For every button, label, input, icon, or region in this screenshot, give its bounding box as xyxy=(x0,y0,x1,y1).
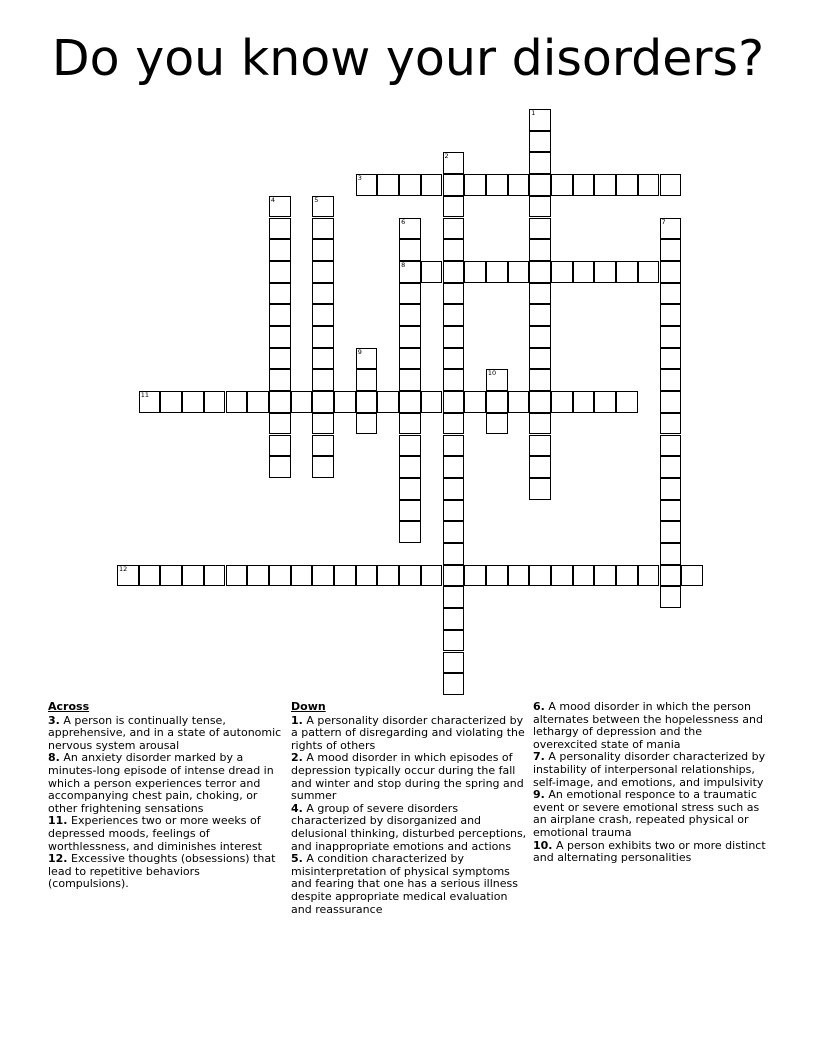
clue-item-number: 6. xyxy=(533,700,545,713)
grid-cell[interactable] xyxy=(551,565,573,587)
grid-cell[interactable] xyxy=(443,456,465,478)
grid-cell[interactable] xyxy=(594,565,616,587)
down-heading: Down xyxy=(291,700,326,713)
clue-item-text: A group of severe disorders characterized by disorganized and delusional thinking, disturbed perceptions, and inappropriate emotions and actions xyxy=(291,801,527,853)
clue-item-text: An emotional responce to a traumatic event or severe emotional stress such as an airplane crash, repeated physical or emotional trauma xyxy=(533,788,760,839)
grid-cell[interactable] xyxy=(529,391,551,413)
clue-item xyxy=(291,752,527,802)
grid-cell[interactable] xyxy=(529,196,551,218)
grid-cell[interactable] xyxy=(377,565,399,587)
grid-cell[interactable] xyxy=(464,391,486,413)
grid-cell[interactable] xyxy=(551,391,573,413)
clue-item xyxy=(48,815,284,853)
grid-cell[interactable] xyxy=(616,261,638,283)
grid-cell[interactable] xyxy=(399,239,421,261)
grid-cell[interactable] xyxy=(443,239,465,261)
clue-number: 8 xyxy=(401,260,406,269)
grid-cell[interactable] xyxy=(443,369,465,391)
grid-cell[interactable] xyxy=(443,586,465,608)
grid-cell[interactable] xyxy=(399,174,421,196)
grid-cell[interactable] xyxy=(486,413,508,435)
clue-item-text: A mood disorder in which the person alternates between the hopelessness and lethargy of depression and the overexcited state of mania xyxy=(533,700,763,751)
clue-number: 2 xyxy=(444,152,449,161)
grid-cell[interactable] xyxy=(421,174,443,196)
clue-item xyxy=(533,701,769,751)
clue-item xyxy=(48,715,284,753)
grid-cell[interactable] xyxy=(182,391,204,413)
across-clue-list xyxy=(48,715,284,891)
grid-cell[interactable] xyxy=(269,413,291,435)
grid-cell[interactable] xyxy=(312,565,334,587)
grid-cell[interactable] xyxy=(399,369,421,391)
grid-cell[interactable] xyxy=(312,326,334,348)
grid-cell[interactable] xyxy=(638,174,660,196)
clue-item-text: A person is continually tense, apprehensive, and in a state of autonomic nervous system arousal xyxy=(48,713,282,752)
grid-cell[interactable] xyxy=(529,239,551,261)
grid-cell[interactable] xyxy=(269,304,291,326)
clue-number: 9 xyxy=(357,347,362,356)
across-heading: Across xyxy=(48,700,90,713)
grid-cell[interactable] xyxy=(247,391,269,413)
grid-cell[interactable] xyxy=(443,326,465,348)
grid-cell[interactable] xyxy=(660,239,682,261)
grid-cell[interactable] xyxy=(529,218,551,240)
grid-cell[interactable] xyxy=(529,435,551,457)
grid-cell[interactable] xyxy=(377,174,399,196)
grid-cell[interactable] xyxy=(443,521,465,543)
grid-cell[interactable] xyxy=(660,218,682,240)
clue-item-number: 9. xyxy=(533,788,545,802)
grid-cell[interactable] xyxy=(356,174,378,196)
grid-cell[interactable] xyxy=(594,391,616,413)
grid-cell[interactable] xyxy=(312,196,334,218)
clue-number: 3 xyxy=(357,174,362,183)
clue-item-number: 10. xyxy=(533,838,553,852)
grid-cell[interactable] xyxy=(660,586,682,608)
clue-item xyxy=(291,853,527,916)
grid-cell[interactable] xyxy=(573,261,595,283)
grid-cell[interactable] xyxy=(660,413,682,435)
grid-cell[interactable] xyxy=(139,565,161,587)
grid-cell[interactable] xyxy=(399,435,421,457)
grid-cell[interactable] xyxy=(443,413,465,435)
grid-cell[interactable] xyxy=(529,283,551,305)
clue-item-number: 11. xyxy=(48,814,68,828)
clue-number: 7 xyxy=(661,217,666,226)
grid-cell[interactable] xyxy=(551,261,573,283)
grid-cell[interactable] xyxy=(594,174,616,196)
grid-cell[interactable] xyxy=(226,565,248,587)
grid-cell[interactable] xyxy=(399,500,421,522)
grid-cell[interactable] xyxy=(464,261,486,283)
grid-cell[interactable] xyxy=(312,369,334,391)
grid-cell[interactable] xyxy=(443,565,465,587)
grid-cell[interactable] xyxy=(356,348,378,370)
grid-cell[interactable] xyxy=(443,174,465,196)
grid-cell[interactable] xyxy=(529,152,551,174)
clue-item xyxy=(533,840,769,865)
clue-item xyxy=(48,853,284,891)
grid-cell[interactable] xyxy=(660,478,682,500)
down-clues-continued xyxy=(533,701,769,865)
grid-cell[interactable] xyxy=(529,174,551,196)
clue-item-number: 1. xyxy=(291,713,303,727)
grid-cell[interactable] xyxy=(638,261,660,283)
clue-item-number: 8. xyxy=(48,751,60,765)
grid-cell[interactable] xyxy=(443,478,465,500)
grid-cell[interactable] xyxy=(660,304,682,326)
grid-cell[interactable] xyxy=(660,500,682,522)
grid-cell[interactable] xyxy=(421,261,443,283)
grid-cell[interactable] xyxy=(573,174,595,196)
grid-cell[interactable] xyxy=(573,565,595,587)
down-clue-list-continued xyxy=(533,701,769,865)
grid-cell[interactable] xyxy=(269,239,291,261)
grid-cell[interactable] xyxy=(529,326,551,348)
grid-cell[interactable] xyxy=(443,196,465,218)
grid-cell[interactable] xyxy=(660,326,682,348)
grid-cell[interactable] xyxy=(508,261,530,283)
grid-cell[interactable] xyxy=(421,391,443,413)
grid-cell[interactable] xyxy=(247,565,269,587)
grid-cell[interactable] xyxy=(443,283,465,305)
clue-item-text: Experiences two or more weeks of depressed moods, feelings of worthlessness, and diminishes interest xyxy=(48,814,262,853)
grid-cell[interactable] xyxy=(291,391,313,413)
grid-cell[interactable] xyxy=(529,413,551,435)
grid-cell[interactable] xyxy=(529,109,551,131)
grid-cell[interactable] xyxy=(312,239,334,261)
clue-item-number: 5. xyxy=(291,852,303,866)
grid-cell[interactable] xyxy=(269,369,291,391)
grid-cell[interactable] xyxy=(312,435,334,457)
grid-cell[interactable] xyxy=(356,413,378,435)
grid-cell[interactable] xyxy=(399,218,421,240)
grid-cell[interactable] xyxy=(334,565,356,587)
grid-cell[interactable] xyxy=(529,456,551,478)
grid-cell[interactable] xyxy=(443,218,465,240)
clue-item xyxy=(48,752,284,815)
grid-cell[interactable] xyxy=(551,174,573,196)
grid-cell[interactable] xyxy=(594,261,616,283)
grid-cell[interactable] xyxy=(269,565,291,587)
grid-cell[interactable] xyxy=(616,391,638,413)
grid-cell[interactable] xyxy=(443,630,465,652)
grid-cell[interactable] xyxy=(486,391,508,413)
grid-cell[interactable] xyxy=(204,391,226,413)
grid-cell[interactable] xyxy=(312,391,334,413)
grid-cell[interactable] xyxy=(312,261,334,283)
clue-item-number: 3. xyxy=(48,713,60,727)
grid-cell[interactable] xyxy=(356,565,378,587)
down-clue-list xyxy=(291,715,527,917)
clue-number: 5 xyxy=(314,195,319,204)
clue-item-text: A mood disorder in which episodes of depression typically occur during the fall and winter and stop during the spring and summer xyxy=(291,751,524,803)
grid-cell[interactable] xyxy=(269,326,291,348)
clue-item-number: 12. xyxy=(48,852,68,866)
grid-cell[interactable] xyxy=(443,261,465,283)
grid-cell[interactable] xyxy=(660,456,682,478)
grid-cell[interactable] xyxy=(160,565,182,587)
grid-cell[interactable] xyxy=(443,673,465,695)
grid-cell[interactable] xyxy=(399,348,421,370)
grid-cell[interactable] xyxy=(399,304,421,326)
grid-cell[interactable] xyxy=(529,131,551,153)
grid-cell[interactable] xyxy=(356,391,378,413)
clue-item-text: A personality disorder characterized by a pattern of disregarding and violating the rights of others xyxy=(291,713,525,752)
grid-cell[interactable] xyxy=(660,348,682,370)
grid-cell[interactable] xyxy=(443,152,465,174)
grid-cell[interactable] xyxy=(291,565,313,587)
grid-cell[interactable] xyxy=(312,304,334,326)
grid-cell[interactable] xyxy=(529,348,551,370)
across-clues xyxy=(48,701,284,891)
clue-item-number: 2. xyxy=(291,751,303,765)
clue-item-text: Excessive thoughts (obsessions) that lead to repetitive behaviors (compulsions). xyxy=(48,852,276,891)
grid-cell[interactable] xyxy=(660,521,682,543)
grid-cell[interactable] xyxy=(660,369,682,391)
grid-cell[interactable] xyxy=(529,261,551,283)
clue-number: 11 xyxy=(140,391,149,400)
down-clues xyxy=(291,701,527,916)
grid-cell[interactable] xyxy=(269,218,291,240)
grid-cell[interactable] xyxy=(638,565,660,587)
grid-cell[interactable] xyxy=(681,565,703,587)
grid-cell[interactable] xyxy=(529,478,551,500)
grid-cell[interactable] xyxy=(660,435,682,457)
grid-cell[interactable] xyxy=(269,456,291,478)
grid-cell[interactable] xyxy=(377,391,399,413)
grid-cell[interactable] xyxy=(421,565,443,587)
grid-cell[interactable] xyxy=(312,413,334,435)
grid-cell[interactable] xyxy=(529,369,551,391)
grid-cell[interactable] xyxy=(443,608,465,630)
clue-item xyxy=(291,715,527,753)
grid-cell[interactable] xyxy=(464,565,486,587)
puzzle-title: Do you know your disorders? xyxy=(51,30,765,87)
grid-cell[interactable] xyxy=(399,478,421,500)
grid-cell[interactable] xyxy=(486,261,508,283)
grid-cell[interactable] xyxy=(399,413,421,435)
grid-cell[interactable] xyxy=(117,565,139,587)
grid-cell[interactable] xyxy=(312,348,334,370)
grid-cell[interactable] xyxy=(508,391,530,413)
clue-item-number: 4. xyxy=(291,801,303,815)
grid-cell[interactable] xyxy=(399,261,421,283)
grid-cell[interactable] xyxy=(399,521,421,543)
grid-cell[interactable] xyxy=(443,435,465,457)
grid-cell[interactable] xyxy=(660,565,682,587)
grid-cell[interactable] xyxy=(312,218,334,240)
grid-cell[interactable] xyxy=(529,304,551,326)
grid-cell[interactable] xyxy=(486,369,508,391)
grid-cell[interactable] xyxy=(269,391,291,413)
clue-number: 1 xyxy=(531,109,536,117)
clue-item xyxy=(291,803,527,853)
grid-cell[interactable] xyxy=(269,435,291,457)
grid-cell[interactable] xyxy=(356,369,378,391)
grid-cell[interactable] xyxy=(443,391,465,413)
grid-cell[interactable] xyxy=(486,565,508,587)
grid-cell[interactable] xyxy=(486,174,508,196)
grid-cell[interactable] xyxy=(660,283,682,305)
grid-cell[interactable] xyxy=(616,174,638,196)
grid-cell[interactable] xyxy=(616,565,638,587)
grid-cell[interactable] xyxy=(160,391,182,413)
clue-item-number: 7. xyxy=(533,750,545,764)
clue-item xyxy=(533,789,769,839)
grid-cell[interactable] xyxy=(399,391,421,413)
grid-cell[interactable] xyxy=(226,391,248,413)
grid-cell[interactable] xyxy=(269,348,291,370)
grid-cell[interactable] xyxy=(660,391,682,413)
clue-item-text: A person exhibits two or more distinct and alternating personalities xyxy=(533,838,766,865)
grid-cell[interactable] xyxy=(660,174,682,196)
clue-number: 6 xyxy=(401,217,406,226)
clue-item-text: A condition characterized by misinterpretation of physical symptoms and fearing that one has a serious illness despite appropriate medical evaluation and reassurance xyxy=(291,852,518,916)
clue-item-text: A personality disorder characterized by instability of interpersonal relationships, self-image, and emotions, and impulsivity xyxy=(533,750,766,789)
clue-number: 12 xyxy=(119,564,128,573)
clue-item-text: An anxiety disorder marked by a minutes-long episode of intense dread in which a person experiences terror and accompanying chest pain, choking, or other frightening sensations xyxy=(48,751,274,815)
clue-number: 4 xyxy=(270,195,276,204)
grid-cell[interactable] xyxy=(182,565,204,587)
grid-cell[interactable] xyxy=(508,565,530,587)
clue-item xyxy=(533,751,769,789)
grid-cell[interactable] xyxy=(443,304,465,326)
grid-cell[interactable] xyxy=(399,456,421,478)
grid-cell[interactable] xyxy=(399,283,421,305)
grid-cell[interactable] xyxy=(139,391,161,413)
grid-cell[interactable] xyxy=(529,565,551,587)
grid-cell[interactable] xyxy=(443,543,465,565)
grid-cell[interactable] xyxy=(334,391,356,413)
grid-cell[interactable] xyxy=(399,565,421,587)
clue-number: 10 xyxy=(487,369,497,378)
grid-cell[interactable] xyxy=(269,196,291,218)
grid-cell[interactable] xyxy=(660,543,682,565)
grid-cell[interactable] xyxy=(508,174,530,196)
grid-cell[interactable] xyxy=(443,652,465,674)
grid-cell[interactable] xyxy=(269,261,291,283)
grid-cell[interactable] xyxy=(204,565,226,587)
grid-cell[interactable] xyxy=(573,391,595,413)
grid-cell[interactable] xyxy=(443,500,465,522)
grid-cell[interactable] xyxy=(269,283,291,305)
grid-cell[interactable] xyxy=(464,174,486,196)
grid-cell[interactable] xyxy=(660,261,682,283)
grid-cell[interactable] xyxy=(312,283,334,305)
grid-cell[interactable] xyxy=(443,348,465,370)
grid-cell[interactable] xyxy=(312,456,334,478)
grid-cell[interactable] xyxy=(399,326,421,348)
